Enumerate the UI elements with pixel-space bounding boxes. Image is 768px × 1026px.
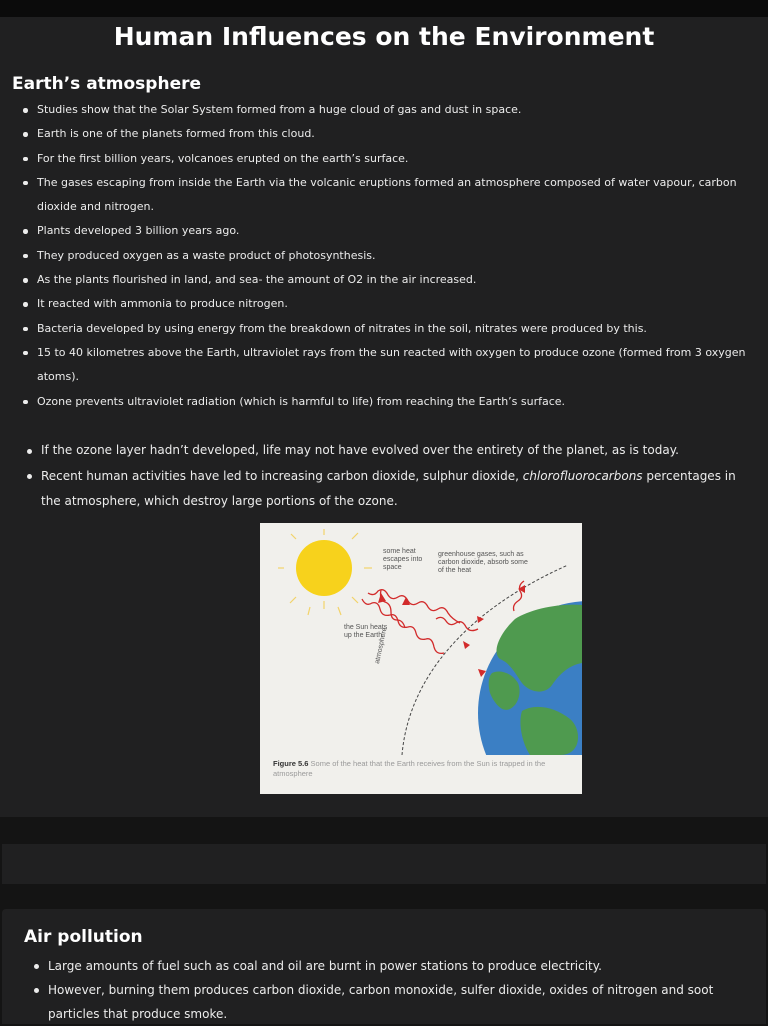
section-heading-air-pollution: Air pollution: [24, 927, 143, 947]
list-item-text: percentages in the atmosphere, which destroy large portions of the ozone.: [41, 468, 736, 508]
empty-card: [2, 844, 766, 884]
list-item: They produced oxygen as a waste product of photosynthesis.: [37, 244, 768, 268]
emphasis-cfc: chlorofluorocarbons: [522, 468, 643, 483]
list-item: As the plants flourished in land, and sea- the amount of O2 in the air increased.: [37, 268, 768, 292]
list-item: Studies show that the Solar System formed from a huge cloud of gas and dust in space.: [37, 98, 768, 122]
figure-number: Figure 5.6: [273, 759, 309, 768]
figure-caption: [273, 759, 573, 779]
ozone-bullet-list: [0, 438, 768, 515]
label-sun-heats: the Sun heats up the Earth: [344, 624, 388, 639]
list-item: Large amounts of fuel such as coal and oil are burnt in power stations to produce electricity.: [48, 954, 768, 978]
section-divider: [0, 817, 768, 844]
label-atmosphere: atmosphere: [374, 626, 389, 665]
list-item: Ozone prevents ultraviolet radiation (which is harmful to life) from reaching the Earth’s surface.: [37, 390, 768, 414]
list-item: Earth is one of the planets formed from this cloud.: [37, 122, 768, 146]
section-heading-atmosphere: Earth’s atmosphere: [12, 74, 202, 94]
list-item: [41, 464, 768, 515]
atmosphere-bullet-list: [0, 98, 768, 414]
air-pollution-bullet-list: [0, 954, 768, 1026]
list-item-text: Recent human activities have led to increasing carbon dioxide, sulphur dioxide,: [41, 468, 523, 483]
figure-caption-text: Some of the heat that the Earth receives from the Sun is trapped in the atmosphere: [273, 759, 546, 778]
list-item: Bacteria developed by using energy from the breakdown of nitrates in the soil, nitrates were produced by this.: [37, 317, 768, 341]
list-item: The gases escaping from inside the Earth via the volcanic eruptions formed an atmosphere composed of water vapour, carbon dioxide and nitrogen.: [37, 171, 768, 220]
label-greenhouse-gases: greenhouse gases, such as carbon dioxide, absorb some of the heat: [438, 551, 528, 574]
list-item: For the first billion years, volcanoes erupted on the earth’s surface.: [37, 147, 768, 171]
label-heat-escapes: some heat escapes into space: [383, 548, 423, 571]
top-bar: [0, 0, 768, 17]
list-item: Plants developed 3 billion years ago.: [37, 219, 768, 243]
list-item: 15 to 40 kilometres above the Earth, ultraviolet rays from the sun reacted with oxygen to produce ozone (formed from 3 oxygen atoms).: [37, 341, 768, 390]
sun: [296, 540, 352, 596]
greenhouse-figure: [260, 523, 582, 794]
list-item: If the ozone layer hadn’t developed, life may not have evolved over the entirety of the planet, as is today.: [41, 438, 768, 464]
list-item: It reacted with ammonia to produce nitrogen.: [37, 292, 768, 316]
page-title: Human Influences on the Environment: [113, 22, 655, 51]
list-item: However, burning them produces carbon dioxide, carbon monoxide, sulfer dioxide, oxides of nitrogen and soot particles that produce smoke.: [48, 978, 768, 1026]
